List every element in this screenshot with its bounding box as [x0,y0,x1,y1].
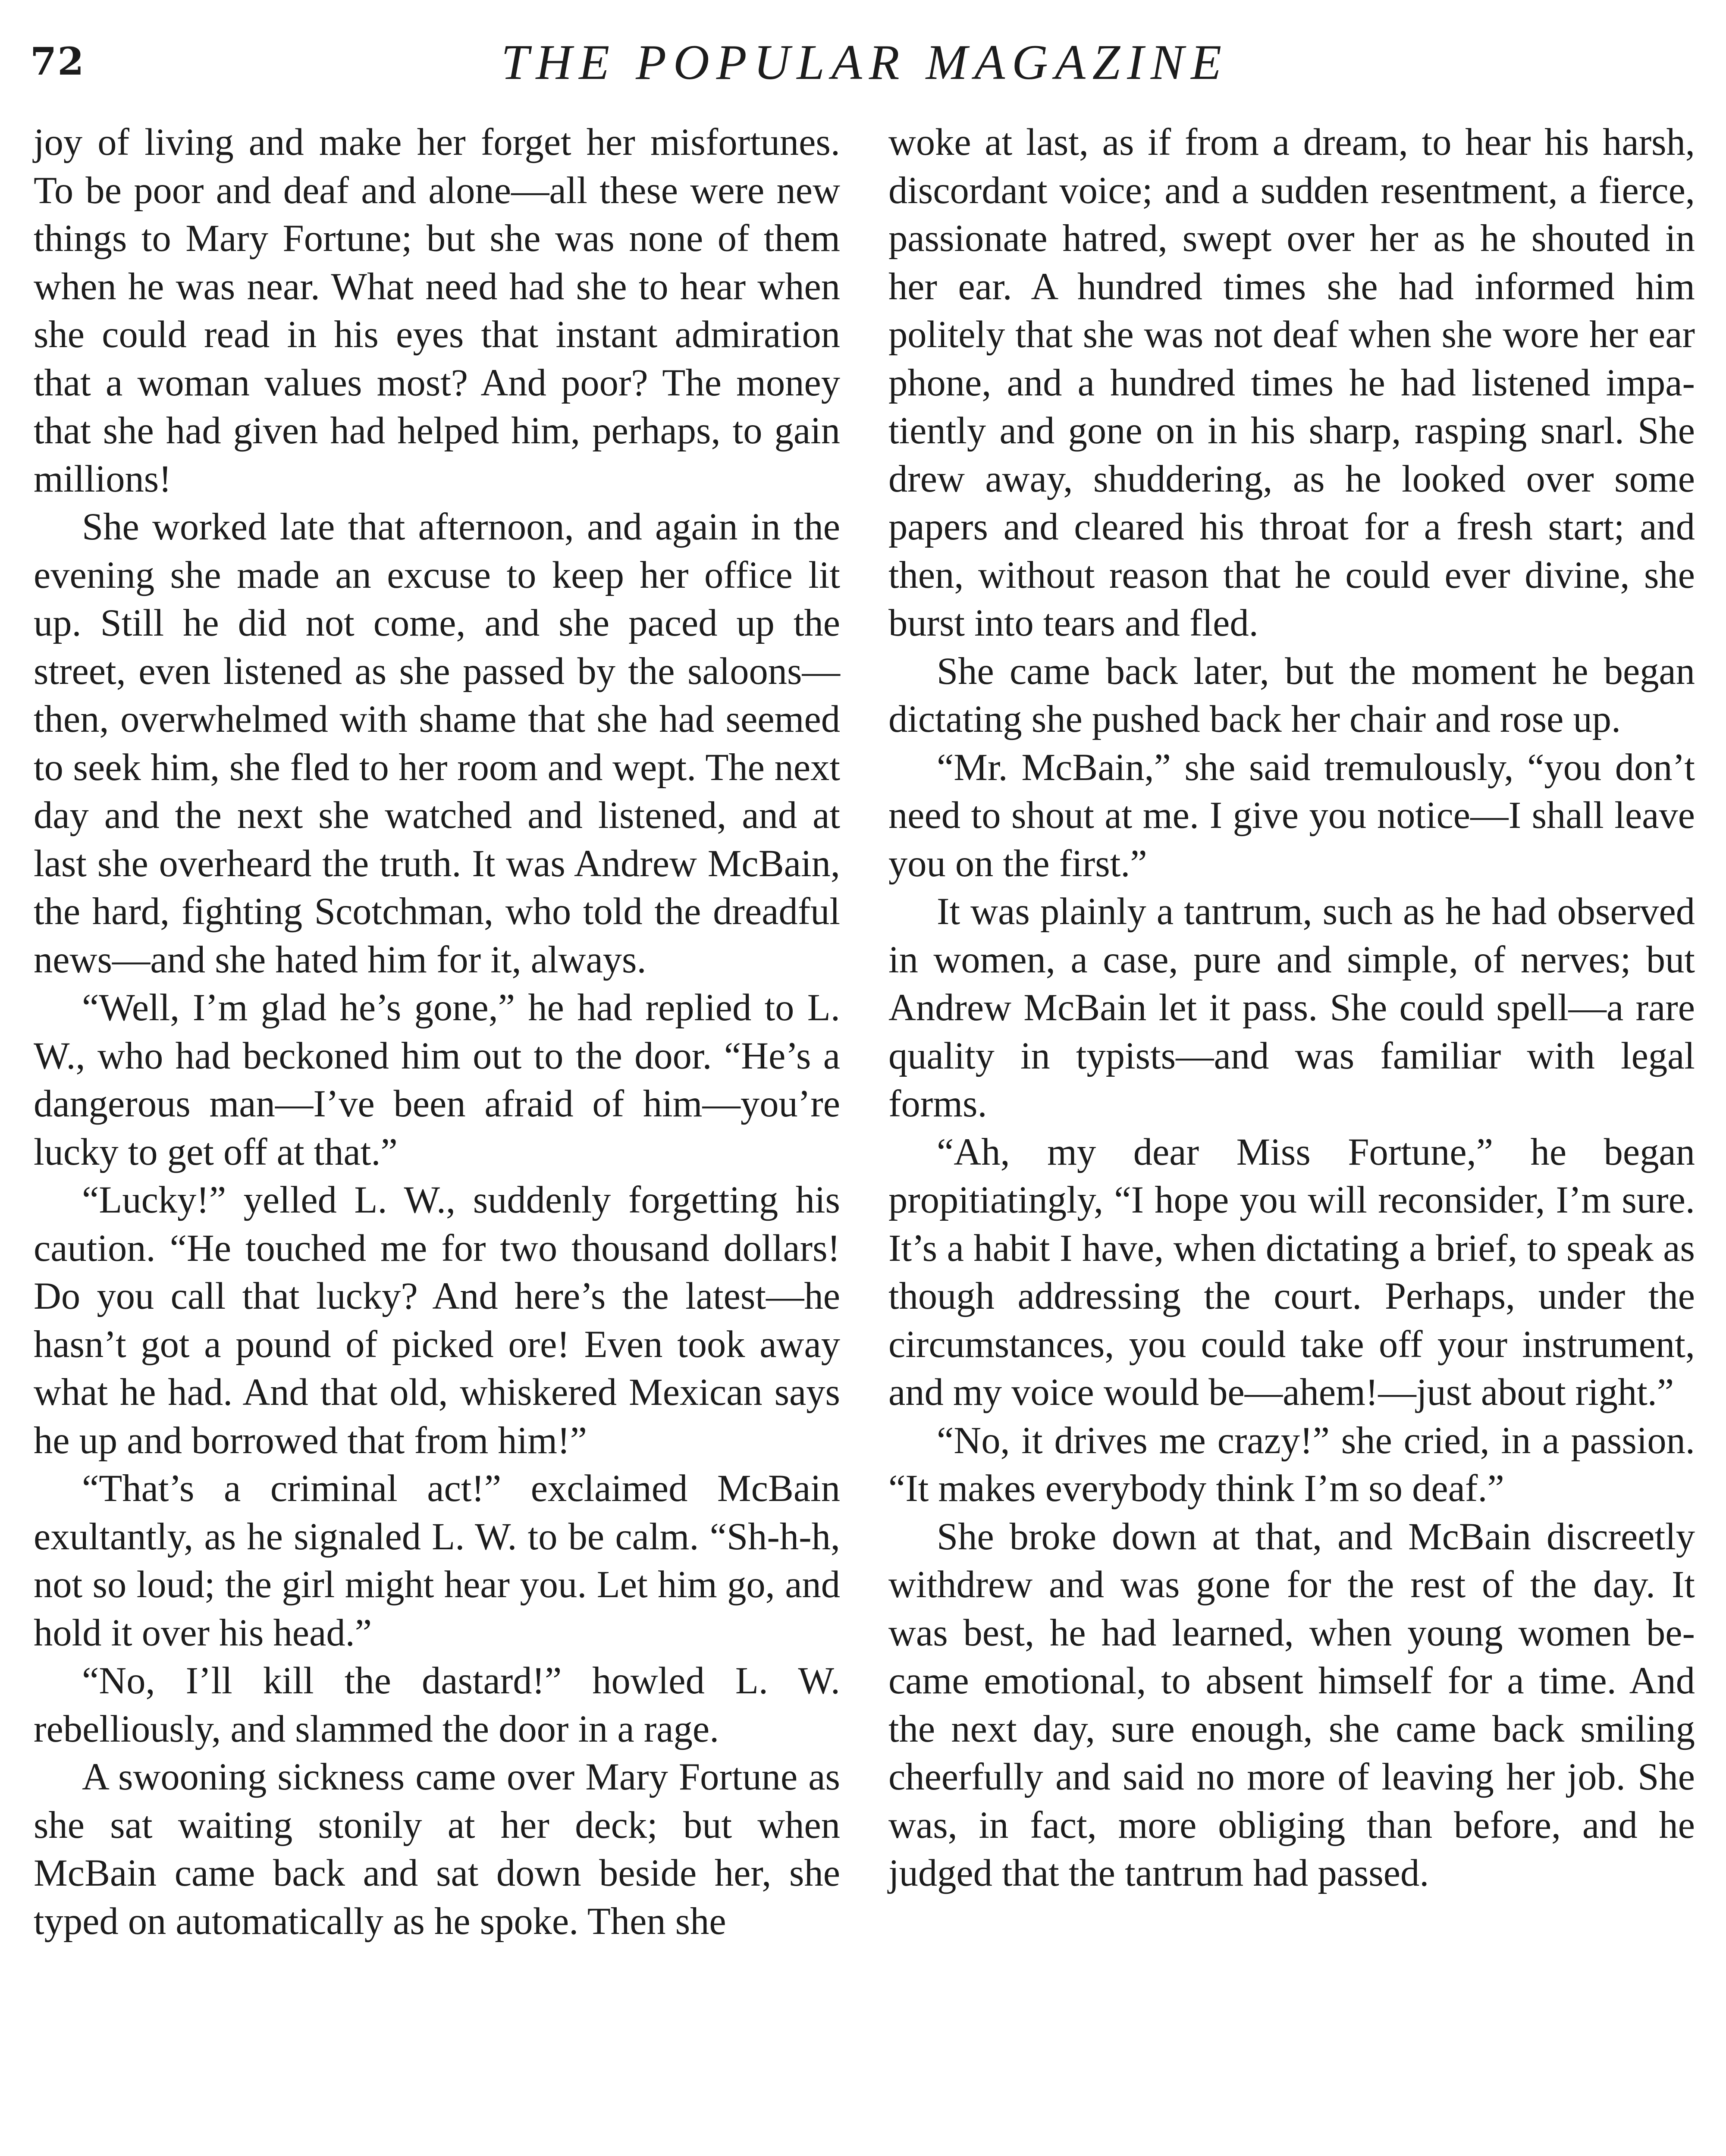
paragraph: “No, it drives me crazy!” she cried, in a passion. “It makes everybody think I’m so deaf.” [888,1419,1695,1510]
page-header [30,30,1699,95]
paragraph: “Lucky!” yelled L. W., suddenly forgetting his caution. “He touched me for two thousand dollars! Do you call that lucky? And here’s the latest—he hasn’t got a pound of picked ore! Even took away what he had. And that old, whiskered Mexican says he up and borrowed that from him!” [34,1179,840,1462]
paragraph: “That’s a criminal act!” exclaimed McBain exultantly, as he signaled L. W. to be calm. “Sh-h-h, not so loud; the girl might hear you. Let him go, and hold it over his head.” [34,1467,840,1654]
left-column [34,119,840,1946]
paragraph: joy of living and make her forget her misfortunes. To be poor and deaf and alone—all these were new things to Mary Fortune; but she was none of them when he was near. What need had she to hear when she could read in his eyes that instant admiration that a woman values most? And poor? The money that she had given had helped him, perhaps, to gain millions! [34,121,840,500]
paragraph: “Well, I’m glad he’s gone,” he had replied to L. W., who had beckoned him out to the door. “He’s a dangerous man—I’ve been afraid of him—you’re lucky to get off at that.” [34,987,840,1173]
running-head: THE POPULAR MAGAZINE [501,35,1229,90]
paragraph: woke at last, as if from a dream, to hear his harsh, discordant voice; and a sudden resentment, a fierce, passionate hatred, swept over her as he shouted in her ear. A hundred times she had informed him politely that she was not deaf when she wore her ear phone, and a hundred times he had listened impatiently and gone on in his sharp, rasping snarl. She drew away, shuddering, as he looked over some papers and cleared his throat for a fresh start; and then, without reason that he could ever divine, she burst into tears and fled. [888,121,1695,644]
right-column [888,119,1695,1898]
paragraph: “Mr. McBain,” she said tremulously, “you don’t need to shout at me. I give you notice—I shall leave you on the first.” [888,746,1695,885]
paragraph: “No, I’ll kill the dastard!” howled L. W. rebelliously, and slammed the door in a rage. [34,1660,840,1750]
paragraph: It was plainly a tantrum, such as he had observed in women, a case, pure and simple, of nerves; but Andrew McBain let it pass. She could spell—a rare quality in typists—and was familiar with legal forms. [888,890,1695,1125]
page-number: 72 [30,39,85,84]
paragraph: A swooning sickness came over Mary Fortune as she sat waiting stonily at her deck; but when McBain came back and sat down beside her, she typed on automatically as he spoke. Then she [34,1756,840,1943]
paragraph: “Ah, my dear Miss Fortune,” he began propitiatingly, “I hope you will reconsider, I’m sure. It’s a habit I have, when dictating a brief, to speak as though addressing the court. Perhaps, under the circumstances, you could take off your instrument, and my voice would be—ahem!—just about right.” [888,1131,1695,1413]
paragraph: She worked late that afternoon, and again in the evening she made an excuse to keep her office lit up. Still he did not come, and she paced up the street, even listened as she passed by the saloons—then, overwhelmed with shame that she had seemed to seek him, she fled to her room and wept. The next day and the next she watched and listened, and at last she overheard the truth. It was Andrew McBain, the hard, fighting Scotchman, who told the dreadful news—and she hated him for it, always. [34,506,840,981]
paragraph: She came back later, but the moment he began dictating she pushed back her chair and rose up. [888,650,1695,740]
paragraph: She broke down at that, and McBain discreetly withdrew and was gone for the rest of the day. It was best, he had learned, when young women became emotional, to absent himself for a time. And the next day, sure enough, she came back smiling cheerfully and said no more of leaving her job. She was, in fact, more obliging than before, and he judged that the tantrum had passed. [888,1515,1695,1894]
